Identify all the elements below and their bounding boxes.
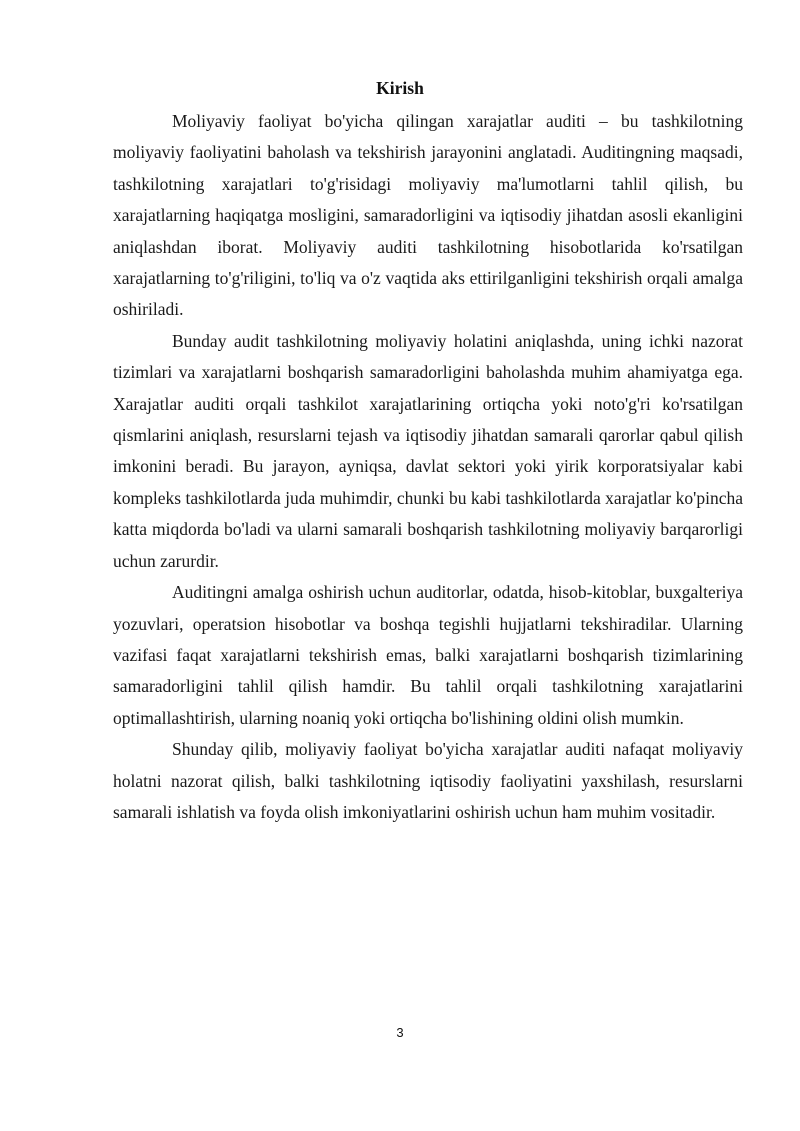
- paragraph-3: Auditingni amalga oshirish uchun auditorlar, odatda, hisob-kitoblar, buxgalteriya yozuvlari, operatsion hisobotlar va boshqa tegishli hujjatlarni tekshiradilar. Ularning vazifasi faqat xarajatlarni tekshirish emas, balki xarajatlarni boshqarish tizimlarining samaradorligini tahlil qilish hamdir. Bu tahlil orqali tashkilotning xarajatlarini optimallashtirish, ularning noaniq yoki ortiqcha bo'lishining oldini olish mumkin.: [113, 582, 743, 728]
- paragraph-2: Bunday audit tashkilotning moliyaviy holatini aniqlashda, uning ichki nazorat tizimlari va xarajatlarni boshqarish samaradorligini baholashda muhim ahamiyatga ega. Xarajatlar auditi orqali tashkilot xarajatlarining ortiqcha yoki noto'g'ri ko'rsatilgan qismlarini aniqlash, resurslarni tejash va iqtisodiy jihatdan samarali qarorlar qabul qilish imkonini beradi. Bu jarayon, ayniqsa, davlat sektori yoki yirik korporatsiyalar kabi kompleks tashkilotlarda juda muhimdir, chunki bu kabi tashkilotlarda xarajatlar ko'pincha katta miqdorda bo'ladi va ularni samarali boshqarish tashkilotning moliyaviy barqarorligi uchun zarurdir.: [113, 330, 743, 571]
- page-number: 3: [396, 1025, 404, 1040]
- document-body: [113, 106, 743, 828]
- paragraph-1: Moliyaviy faoliyat bo'yicha qilingan xarajatlar auditi – bu tashkilotning moliyaviy faoliyatini baholash va tekshirish jarayonini anglatadi. Auditingning maqsadi, tashkilotning xarajatlari to'g'risidagi moliyaviy ma'lumotlarni tahlil qilish, bu xarajatlarning haqiqatga mosligini, samaradorligini va iqtisodiy jihatdan asosli ekanligini aniqlashdan iborat. Moliyaviy auditi tashkilotning hisobotlarida ko'rsatilgan xarajatlarning to'g'riligini, to'liq va o'z vaqtida aks ettirilganligini tekshirish orqali amalga oshiriladi.: [113, 111, 743, 320]
- page-title: Kirish: [376, 78, 424, 98]
- paragraph-4: Shunday qilib, moliyaviy faoliyat bo'yicha xarajatlar auditi nafaqat moliyaviy holatni nazorat qilish, balki tashkilotning iqtisodiy faoliyatini yaxshilash, resurslarni samarali ishlatish va foyda olish imkoniyatlarini oshirish uchun ham muhim vositadir.: [113, 739, 743, 822]
